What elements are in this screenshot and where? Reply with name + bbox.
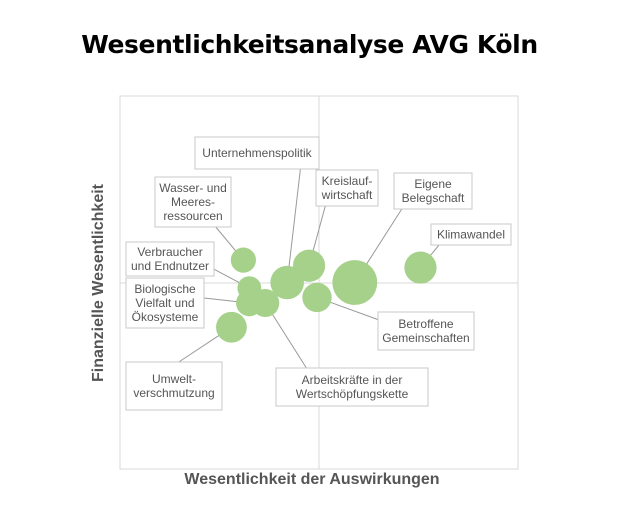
point-label: Verbraucher — [137, 245, 203, 259]
y-axis-label: Finanzielle Wesentlichkeit — [90, 184, 107, 382]
bubble — [332, 260, 377, 305]
point-label: Biologische — [134, 282, 196, 296]
x-axis-label: Wesentlichkeit der Auswirkungen — [184, 471, 440, 488]
point-label: Meeres- — [170, 195, 216, 209]
bubble — [404, 251, 436, 283]
point-label: Klimawandel — [436, 227, 506, 242]
bubble — [293, 250, 325, 282]
point-label: Gemeinschaften — [382, 331, 470, 345]
point-label: wirtschaft — [321, 188, 373, 202]
point-label: Betroffene — [398, 317, 454, 331]
bubble — [216, 312, 247, 343]
point-label: verschmutzung — [133, 386, 215, 400]
point-label: ressourcen — [163, 209, 223, 223]
leader-line — [312, 206, 326, 256]
point-label: Vielfalt und — [135, 296, 195, 310]
point-label: Wertschöpfungskette — [295, 387, 409, 401]
bubble — [251, 289, 279, 317]
leader-line — [362, 209, 402, 271]
point-label: Ökosysteme — [131, 310, 199, 324]
point-label: Kreislauf- — [321, 174, 373, 188]
chart-title: Wesentlichkeitsanalyse AVG Köln — [81, 30, 538, 59]
bubble — [231, 248, 256, 273]
leader-line — [204, 298, 241, 302]
leader-line — [270, 310, 307, 368]
leader-line — [216, 227, 239, 254]
point-label: Belegschaft — [401, 191, 465, 205]
point-label: Unternehmenspolitik — [202, 146, 312, 160]
point-label: Arbeitskräfte in der — [301, 373, 403, 387]
point-label: Umwelt- — [152, 372, 196, 386]
point-label: und Endnutzer — [130, 259, 210, 273]
bubble — [302, 283, 331, 312]
point-label: Eigene — [414, 177, 452, 191]
leader-line — [179, 332, 224, 362]
point-label: Wasser- und — [159, 181, 227, 195]
